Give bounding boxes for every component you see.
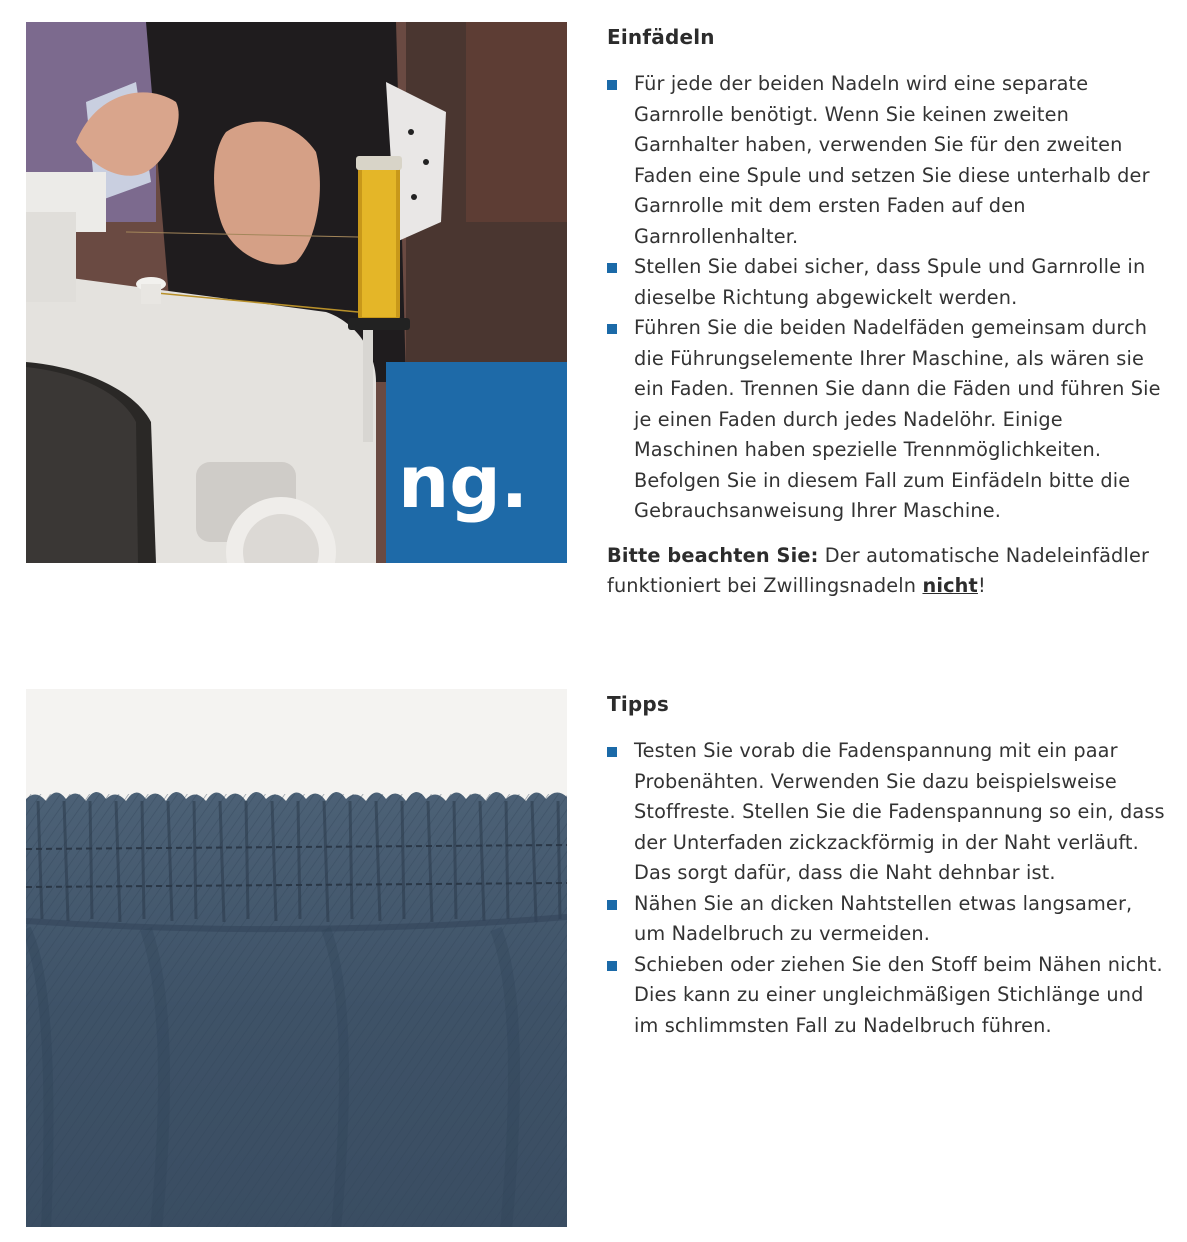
- sewing-machine-illustration: [26, 22, 567, 563]
- list-item-text: Für jede der beiden Nadeln wird eine separate Garnrolle benötigt. Wenn Sie keinen zweiten Garnhalter haben, verwenden Sie für den zweiten Faden eine Spule und setzen Sie diese unterhalb der Garnrolle mit dem ersten Faden auf den Garnrollenhalter.: [634, 72, 1150, 248]
- square-bullet-icon: [607, 263, 617, 273]
- list-item: [607, 889, 1167, 950]
- list-item-text: Schieben oder ziehen Sie den Stoff beim Nähen nicht. Dies kann zu einer ungleichmäßigen Stichlänge und im schlimmsten Fall zu Nadelbruch führen.: [634, 952, 1163, 1037]
- tips-bullet-list: [607, 736, 1167, 1041]
- square-bullet-icon: [607, 80, 617, 90]
- list-item-text: Stellen Sie dabei sicher, dass Spule und Garnrolle in dieselbe Richtung abgewickelt werden.: [634, 255, 1146, 309]
- sewing-machine-photo: [26, 22, 567, 563]
- tips-section: [0, 689, 1187, 1229]
- note-label: Bitte beachten Sie:: [607, 543, 819, 567]
- threading-bullet-list: [607, 69, 1167, 527]
- list-item: [607, 736, 1167, 889]
- fabric-seam-illustration: [26, 689, 567, 1227]
- square-bullet-icon: [607, 961, 617, 971]
- square-bullet-icon: [607, 747, 617, 757]
- square-bullet-icon: [607, 324, 617, 334]
- threading-section: [0, 22, 1187, 642]
- tips-heading: Tipps: [607, 692, 670, 716]
- threading-note: [607, 541, 1167, 602]
- threading-text: [607, 22, 1167, 621]
- square-bullet-icon: [607, 900, 617, 910]
- banner-text: ng.: [398, 440, 529, 524]
- fabric-seam-photo: [26, 689, 567, 1227]
- note-text: Der automatische Nadeleinfädler funktioniert bei Zwillingsnadeln: [607, 543, 1150, 597]
- list-item-text: Nähen Sie an dicken Nahtstellen etwas langsamer, um Nadelbruch zu vermeiden.: [634, 891, 1133, 945]
- tips-text: [607, 689, 1167, 1041]
- list-item: [607, 69, 1167, 252]
- note-emphasis: nicht: [922, 574, 978, 597]
- list-item-text: Testen Sie vorab die Fadenspannung mit ein paar Probenähten. Verwenden Sie dazu beispielsweise Stoffreste. Stellen Sie die Fadenspannung so ein, dass der Unterfaden zickzackförmig in der Naht verläuft. Das sorgt dafür, dass die Naht dehnbar ist.: [634, 739, 1165, 884]
- list-item: [607, 252, 1167, 313]
- threading-heading: Einfädeln: [607, 25, 715, 49]
- list-item: [607, 950, 1167, 1042]
- note-end: !: [977, 574, 986, 597]
- list-item: [607, 313, 1167, 527]
- list-item-text: Führen Sie die beiden Nadelfäden gemeinsam durch die Führungselemente Ihrer Maschine, als wären sie ein Faden. Trennen Sie dann die Fäden und führen Sie je einen Faden durch jedes Nadelöhr. Einige Maschinen haben spezielle Trennmöglichkeiten. Befolgen Sie in diesem Fall zum Einfädeln bitte die Gebrauchsanweisung Ihrer Maschine.: [634, 316, 1161, 522]
